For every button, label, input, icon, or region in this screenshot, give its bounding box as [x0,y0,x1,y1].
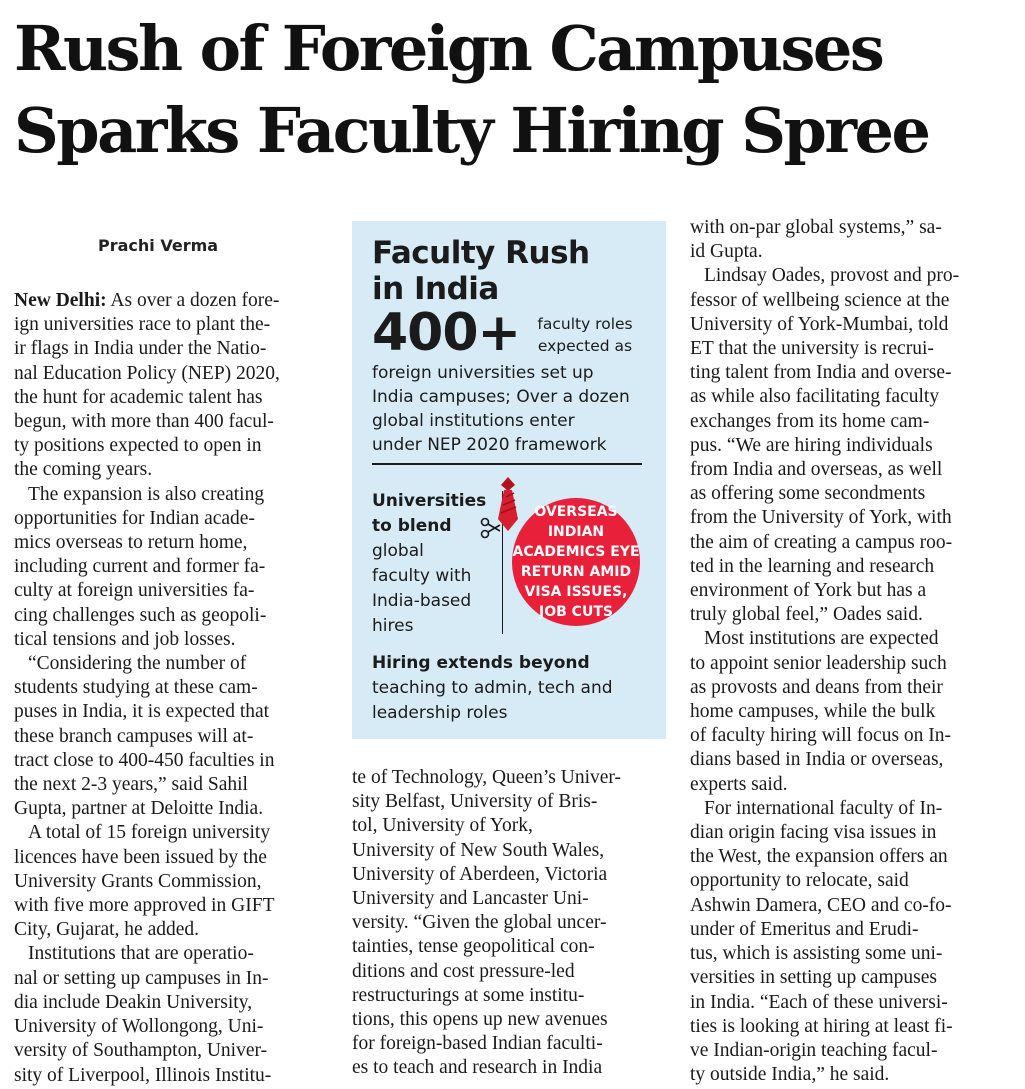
text-line: tions, this opens up new avenues [352,1009,608,1031]
text-line: dian origin facing visa issues in [690,822,937,844]
text-line: as while also facilitating faculty [690,386,940,408]
text-line: these branch campuses will at- [14,725,254,747]
hire-line: teaching to admin, tech and [372,678,613,698]
text-line: University and Lancaster Uni- [352,888,589,910]
box-title-line: Faculty Rush [372,235,590,271]
dateline: New Delhi: [14,290,107,311]
text-line: opportunity to relocate, said [690,870,909,892]
text-line: sity Belfast, University of Bris- [352,791,598,813]
blend-line: hires [372,616,414,636]
badge-line: ACADEMICS EYE [512,544,640,560]
text-line: from India and overseas, as well [690,459,943,481]
paragraph [14,289,327,483]
hire-text [372,651,662,726]
text-line: tol, University of York, [352,815,533,837]
text-line: with on-par global systems,” sa- [690,217,942,238]
text-line: with five more approved in GIFT [14,895,275,917]
badge-line: INDIAN [547,524,605,540]
desc-line: foreign universities set up [372,363,594,383]
text-line: tical tensions and job losses. [14,628,236,650]
big-number: 400+ [372,303,521,363]
text-line: “Considering the number of [28,653,247,675]
scissors-icon [480,517,502,539]
desc-line: under NEP 2020 framework [372,435,607,455]
text-line: restructurings at some institu- [352,984,585,1006]
text-line: the coming years. [14,459,153,481]
text-line: University of New South Wales, [352,839,605,861]
badge-line: OVERSEAS [534,504,618,520]
text-line: sity of Liverpool, Illinois Institu- [14,1064,272,1086]
blend-heading: Universities [372,491,487,511]
info-box [352,221,666,739]
paragraph [690,264,1004,627]
text-line: puses in India, it is expected that [14,701,270,723]
text-line: Lindsay Oades, provost and pro- [704,265,960,287]
text-line: the next 2-3 years,” said Sahil [14,774,248,796]
paragraph [14,652,327,821]
text-line: versities in setting up campuses [690,967,937,989]
text-line: as provosts and deans from their [690,676,943,698]
byline: Prachi Verma [98,236,219,255]
text-line: ted in the learning and research [690,555,935,577]
text-line: te of Technology, Queen’s Univer- [352,767,622,788]
blend-line: faculty with [372,566,472,586]
text-line: A total of 15 foreign university [28,822,271,844]
paragraph [690,216,1004,264]
text-line: fessor of wellbeing science at the [690,289,950,311]
desc-line: global institutions enter [372,411,575,431]
text-line: cing challenges such as geopoli- [14,604,267,626]
text-line: City, Gujarat, he added. [14,919,200,941]
text-line: licences have been issued by the [14,846,267,868]
box-divider [372,463,642,465]
text-line: tus, which is assisting some uni- [690,943,943,965]
blend-line: India-based [372,591,472,611]
big-stat [372,303,656,363]
text-line: environment of York but has a [690,580,927,602]
text-line: tract close to 400-450 faculties in [14,749,275,771]
text-line: of faculty hiring will focus on In- [690,725,952,747]
headline-line-2: Sparks Faculty Hiring Spree [14,94,929,167]
box-title-line: in India [372,271,499,307]
text-line: as offering some secondments [690,483,926,505]
text-line: ditions and cost pressure-led [352,960,575,982]
paragraph [690,627,1004,796]
text-line: versity of Southampton, Univer- [14,1040,268,1062]
text-line: dians based in India or overseas, [690,749,944,771]
text-line: home campuses, while the bulk [690,701,936,723]
text-line: in India. “Each of these universi- [690,991,948,1013]
paragraph [690,797,1004,1087]
badge-line: RETURN AMID [520,564,632,580]
headline-line-1: Rush of Foreign Campuses [14,12,883,85]
paragraph [352,766,665,1081]
text-line: nal or setting up campuses in In- [14,967,269,989]
text-line: for foreign-based Indian faculti- [352,1033,603,1055]
text-line: to appoint senior leadership such [690,652,947,674]
text-line: As over a dozen fore- [110,290,280,311]
text-line: Ashwin Damera, CEO and co-fo- [690,894,952,916]
text-line: culty at foreign universities fa- [14,580,255,602]
text-line: Gupta, partner at Deloitte India. [14,798,264,820]
box-description [372,361,656,457]
hire-heading: Hiring extends beyond [372,653,590,673]
text-line: from the University of York, with [690,507,952,529]
text-line: the West, the expansion offers an [690,846,948,868]
text-line: For international faculty of In- [704,797,943,819]
text-line: University of Wollongong, Uni- [14,1016,264,1038]
text-line: ign universities race to plant the- [14,314,271,336]
paragraph [14,942,327,1087]
text-line: Most institutions are expected [704,628,939,650]
text-line: University Grants Commission, [14,870,262,892]
text-line: versity. “Given the global uncer- [352,912,607,934]
text-line: pus. “We are hiring individuals [690,434,933,456]
text-line: the aim of creating a campus roo- [690,531,953,553]
text-line: es to teach and research in India [352,1057,603,1079]
desc-line: India campuses; Over a dozen [372,387,630,407]
hire-line: leadership roles [372,703,508,723]
highlight-badge [512,498,640,626]
text-line: dia include Deakin University, [14,991,253,1013]
text-line: opportunities for Indian acade- [14,507,255,529]
article-column-2 [352,766,665,1081]
text-line: ir flags in India under the Natio- [14,338,267,360]
text-line: Institutions that are operatio- [28,943,254,965]
text-line: ties is looking at hiring at least fi- [690,1015,953,1037]
text-line: begun, with more than 400 facul- [14,411,274,433]
paragraph [14,483,327,652]
text-line: under of Emeritus and Erudi- [690,918,919,940]
unit-line: faculty roles [537,315,633,333]
badge-line: JOB CUTS [539,604,613,620]
text-line: students studying at these cam- [14,677,258,699]
text-line: University of York-Mumbai, told [690,313,949,335]
text-line: exchanges from its home cam- [690,410,930,432]
text-line: nal Education Policy (NEP) 2020, [14,362,280,384]
article-column-1 [14,289,327,1088]
text-line: truly global feel,” Oades said. [690,604,923,626]
headline [14,8,1014,172]
text-line: mics overseas to return home, [14,532,248,554]
text-line: tainties, tense geopolitical con- [352,936,595,958]
blend-text [372,489,502,639]
text-line: ty positions expected to open in [14,435,262,457]
text-line: ve Indian-origin teaching facul- [690,1039,938,1061]
big-number-unit [515,313,655,357]
text-line: including current and former fa- [14,556,266,578]
paragraph [14,821,327,942]
text-line: The expansion is also creating [28,483,265,505]
badge-line: VISA ISSUES, [524,584,628,600]
text-line: University of Aberdeen, Victoria [352,863,608,885]
text-line: ting talent from India and overse- [690,362,952,384]
text-line: ET that the university is recrui- [690,338,934,360]
blend-heading: to blend [372,516,452,536]
article-column-3 [690,216,1004,1087]
text-line: id Gupta. [690,241,763,263]
text-line: experts said. [690,773,788,795]
box-title [372,235,656,307]
text-line: the hunt for academic talent has [14,386,263,408]
blend-line: global [372,541,424,561]
unit-line: expected as [537,337,633,355]
text-line: ty outside India,” he said. [690,1064,890,1086]
